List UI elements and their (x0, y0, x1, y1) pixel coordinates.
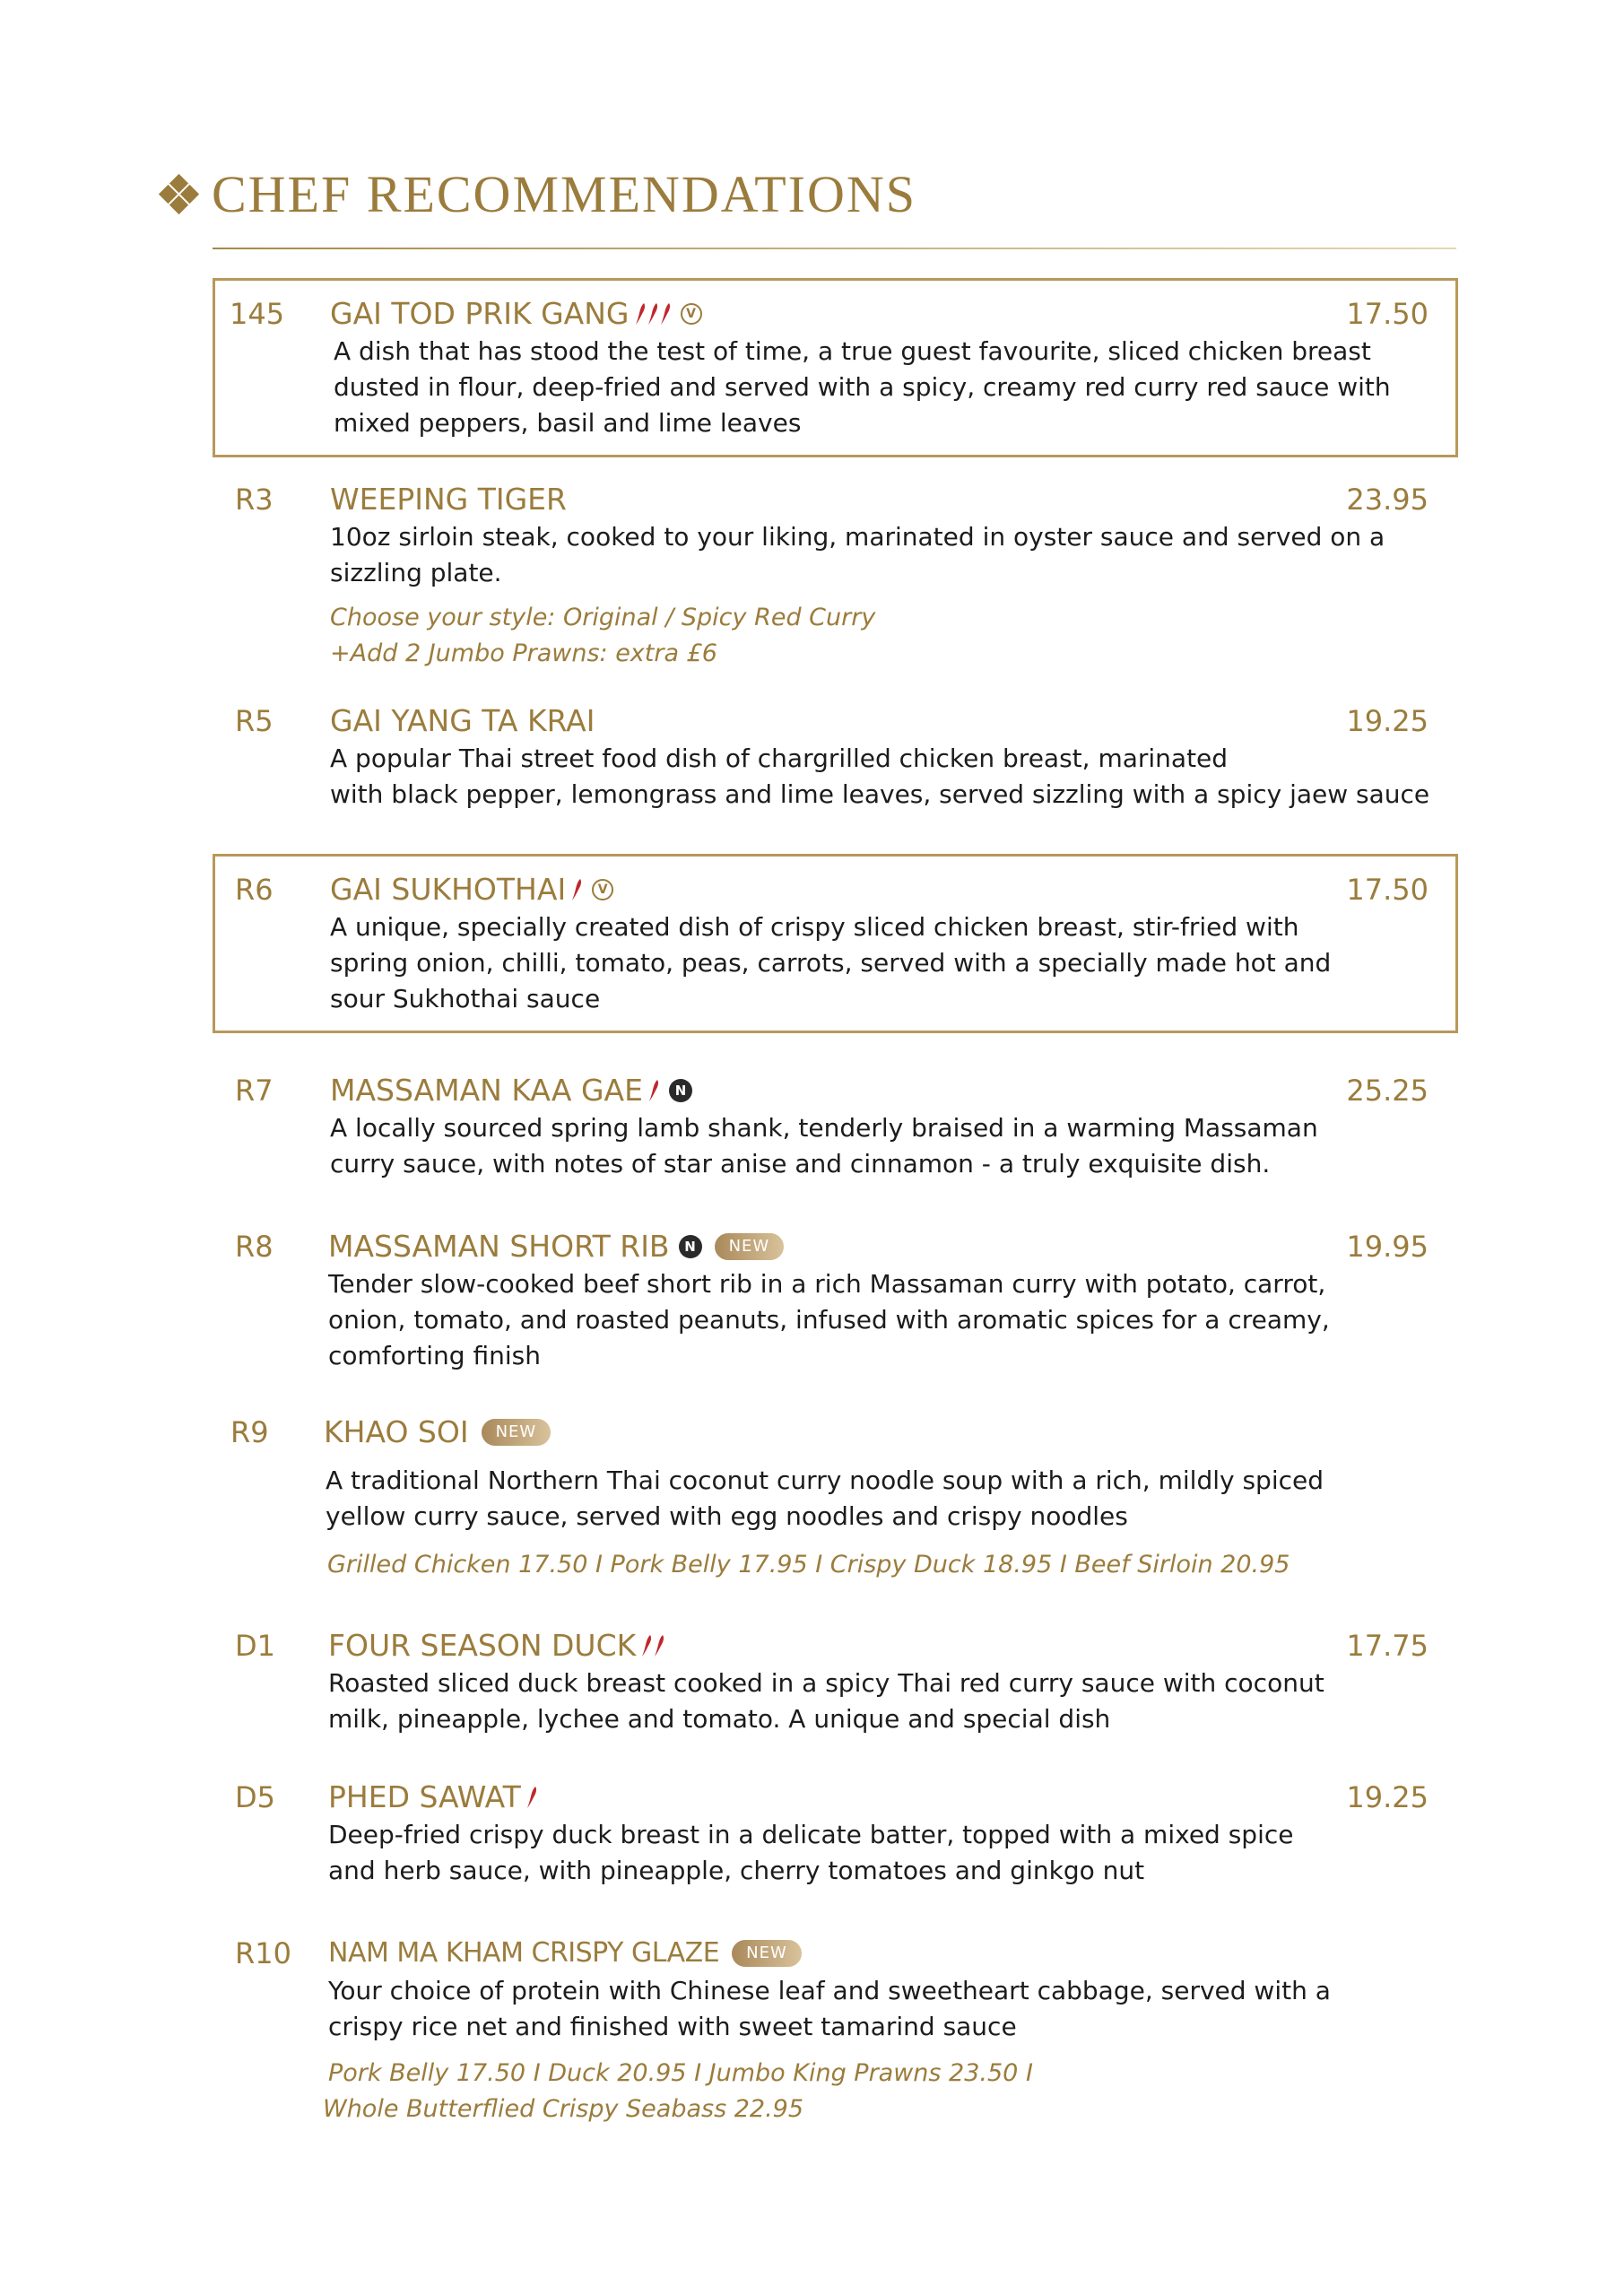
description-line: onion, tomato, and roasted peanuts, infused with aromatic spices for a creamy, (328, 1305, 1330, 1335)
description-line: spring onion, chilli, tomato, peas, carrots, served with a specially made hot and (330, 948, 1332, 978)
nut-icon: N (679, 1235, 702, 1258)
option-line: Choose your style: Original / Spicy Red Curry (330, 604, 876, 631)
chili-icon (635, 302, 647, 326)
description-line: sour Sukhothai sauce (330, 984, 601, 1013)
item-code: R5 (235, 704, 274, 738)
item-description (326, 1463, 1324, 1535)
page-title: CHEF RECOMMENDATIONS (212, 165, 917, 223)
description-line: mixed peppers, basil and lime leaves (334, 408, 802, 438)
option-line: Grilled Chicken 17.50 I Pork Belly 17.95 I Crispy Duck 18.95 I Beef Sirloin 20.95 (327, 1551, 1290, 1578)
item-description (328, 1266, 1330, 1374)
vegetarian-option-icon: V (681, 303, 702, 325)
item-name-text: KHAO SOI (324, 1414, 469, 1449)
item-name-text: GAI TOD PRIK GANG (330, 296, 630, 331)
item-name (330, 482, 567, 517)
new-badge: NEW (715, 1233, 785, 1260)
item-code: 145 (230, 297, 285, 331)
page-header (160, 165, 917, 223)
option-line: +Add 2 Jumbo Prawns: extra £6 (330, 639, 717, 667)
item-name-text: GAI SUKHOTHAI (330, 872, 567, 907)
item-name (330, 872, 613, 908)
item-name (330, 1073, 692, 1109)
item-name (328, 1935, 802, 1971)
item-price: 25.25 (1346, 1074, 1429, 1108)
chili-icon (654, 1634, 665, 1657)
option-line: Whole Butterflied Crispy Seabass 22.95 (323, 2095, 804, 2123)
item-code: R6 (235, 873, 274, 907)
item-price: 19.25 (1346, 1780, 1429, 1814)
item-price: 19.95 (1346, 1230, 1429, 1264)
description-line: and herb sauce, with pineapple, cherry tomatoes and ginkgo nut (328, 1856, 1145, 1885)
item-price: 19.25 (1346, 704, 1429, 738)
item-price: 17.75 (1346, 1629, 1429, 1663)
description-line: comforting finish (328, 1341, 541, 1370)
item-code: D5 (235, 1780, 275, 1814)
description-line: with black pepper, lemongrass and lime leaves, served sizzling with a spicy jaew sauce (330, 779, 1430, 809)
item-name-text: FOUR SEASON DUCK (328, 1628, 637, 1663)
item-code: R8 (235, 1230, 274, 1264)
item-description (330, 741, 1429, 813)
item-name (328, 1779, 538, 1815)
item-options (330, 600, 875, 672)
description-line: crispy rice net and finished with sweet tamarind sauce (328, 2012, 1017, 2041)
chili-icon (641, 1634, 653, 1657)
item-name-text: MASSAMAN SHORT RIB (328, 1229, 670, 1264)
description-line: curry sauce, with notes of star anise and cinnamon - a truly exquisite dish. (330, 1149, 1271, 1178)
description-line: A locally sourced spring lamb shank, tenderly braised in a warming Massaman (330, 1113, 1318, 1143)
item-code: R9 (230, 1415, 269, 1449)
item-description (330, 1110, 1318, 1182)
item-name-text: PHED SAWAT (328, 1779, 521, 1814)
item-options (323, 2056, 1033, 2127)
item-price: 17.50 (1346, 873, 1429, 907)
description-line: A dish that has stood the test of time, a true guest favourite, sliced chicken breast (334, 336, 1371, 366)
item-name-text: MASSAMAN KAA GAE (330, 1073, 643, 1108)
item-name-text: NAM MA KHAM CRISPY GLAZE (328, 1937, 720, 1969)
item-name (330, 703, 595, 739)
description-line: Your choice of protein with Chinese leaf and sweetheart cabbage, served with a (328, 1976, 1331, 2005)
item-options (327, 1547, 1290, 1583)
chili-icon (648, 1079, 660, 1102)
chili-icon (647, 302, 659, 326)
nut-icon: N (669, 1079, 692, 1102)
description-line: Tender slow-cooked beef short rib in a rich Massaman curry with potato, carrot, (328, 1269, 1326, 1299)
item-price: 17.50 (1346, 297, 1429, 331)
description-line: 10oz sirloin steak, cooked to your liking, marinated in oyster sauce and served on a (330, 522, 1385, 552)
description-line: A unique, specially created dish of crispy sliced chicken breast, stir-fried with (330, 912, 1299, 942)
item-code: R7 (235, 1074, 274, 1108)
option-line: Pork Belly 17.50 I Duck 20.95 I Jumbo King Prawns 23.50 I (328, 2059, 1033, 2087)
item-name (324, 1414, 551, 1450)
item-description (328, 1973, 1331, 2045)
item-name-text: GAI YANG TA KRAI (330, 703, 595, 738)
description-line: Deep-fried crispy duck breast in a delicate batter, topped with a mixed spice (328, 1820, 1294, 1849)
item-description (334, 334, 1391, 441)
item-description (330, 909, 1331, 1017)
vegetarian-option-icon: V (592, 879, 613, 900)
description-line: sizzling plate. (330, 558, 502, 587)
item-code: R3 (235, 483, 274, 517)
chili-icon (526, 1786, 538, 1809)
item-code: R10 (235, 1936, 291, 1970)
item-name (328, 1628, 665, 1664)
diamond-cluster-icon (160, 175, 199, 214)
description-line: A popular Thai street food dish of chargrilled chicken breast, marinated (330, 744, 1229, 773)
description-line: milk, pineapple, lychee and tomato. A unique and special dish (328, 1704, 1111, 1734)
chili-icon (571, 878, 583, 901)
item-description (328, 1665, 1324, 1737)
item-description (328, 1817, 1293, 1889)
item-code: D1 (235, 1629, 275, 1663)
description-line: A traditional Northern Thai coconut curry noodle soup with a rich, mildly spiced (326, 1465, 1324, 1495)
item-name (330, 296, 702, 332)
description-line: Roasted sliced duck breast cooked in a spicy Thai red curry sauce with coconut (328, 1668, 1324, 1698)
item-price: 23.95 (1346, 483, 1429, 517)
description-line: yellow curry sauce, served with egg noodles and crispy noodles (326, 1501, 1128, 1531)
item-name-text: WEEPING TIGER (330, 482, 567, 517)
new-badge: NEW (482, 1419, 551, 1446)
new-badge: NEW (732, 1940, 802, 1967)
chili-icon (660, 302, 672, 326)
item-name (328, 1229, 784, 1265)
description-line: dusted in flour, deep-fried and served with a spicy, creamy red curry red sauce with (334, 372, 1391, 402)
header-divider (213, 248, 1456, 249)
item-description (330, 519, 1385, 591)
